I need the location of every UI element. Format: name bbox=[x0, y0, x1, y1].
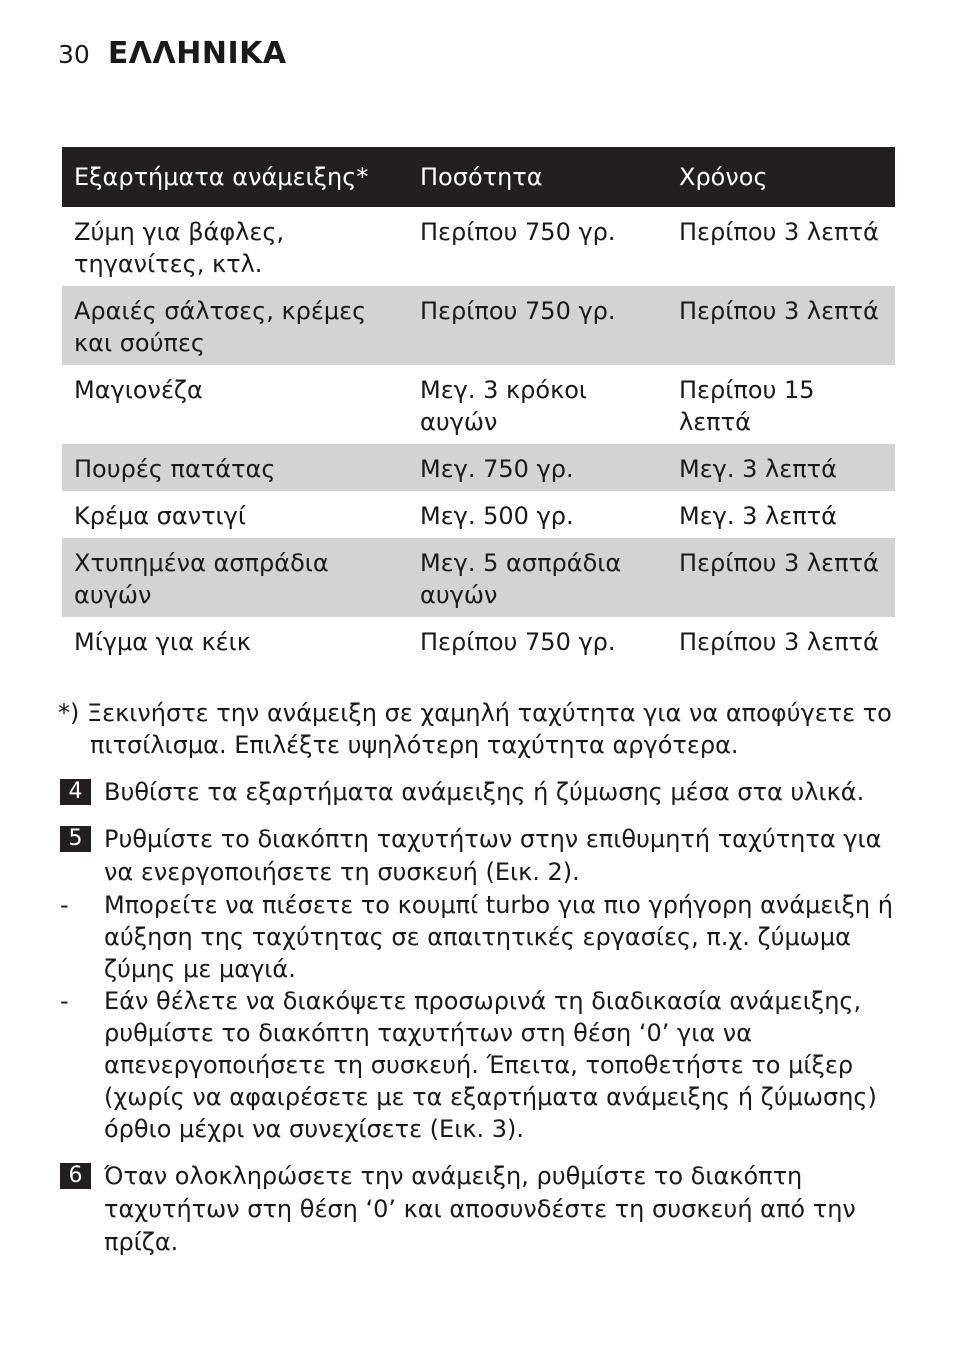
table-row bbox=[62, 617, 895, 664]
bullet-dash: - bbox=[60, 891, 69, 919]
table-cell: Αραιές σάλτσες, κρέμες και σούπες bbox=[62, 286, 408, 365]
table-cell: Κρέμα σαντιγί bbox=[74, 502, 246, 530]
step-4 bbox=[60, 776, 900, 809]
bullet-text: Εάν θέλετε να διακόψετε προσωρινά τη διαδικασία ανάμειξης, ρυθμίστε το διακόπτη ταχυτήτων στη θέση ‘0’ για να απενεργοποιήσετε τη συσκευή. Έπειτα, τοποθετήστε το μίξερ (χωρίς να αφαιρέσετε με τα εξαρτήματα ανάμειξης ή ζύμωσης) όρθιο μέχρι να συνεχίσετε (Εικ. 3). bbox=[104, 987, 877, 1143]
table-cell: Περίπου 3 λεπτά bbox=[679, 218, 879, 246]
step-5 bbox=[60, 823, 900, 1145]
table-cell: Χτυπημένα ασπράδια αυγών bbox=[62, 538, 408, 617]
mixing-table bbox=[62, 147, 895, 664]
table-cell: Μεγ. 3 λεπτά bbox=[679, 502, 837, 530]
step-text: Ρυθμίστε το διακόπτη ταχυτήτων στην επιθυμητή ταχύτητα για να ενεργοποιήσετε τη συσκευή (Εικ. 2). bbox=[104, 825, 882, 886]
step-number-badge: 6 bbox=[60, 1163, 91, 1189]
table-cell: Περίπου 3 λεπτά bbox=[667, 538, 895, 617]
section-title: ΕΛΛΗΝΙΚΑ bbox=[107, 36, 287, 71]
table-row bbox=[62, 444, 895, 491]
step-text: Βυθίστε τα εξαρτήματα ανάμειξης ή ζύμωσης μέσα στα υλικά. bbox=[104, 778, 865, 806]
table-row bbox=[62, 207, 895, 286]
page-header bbox=[58, 36, 287, 71]
footnote bbox=[58, 697, 898, 761]
column-header: Εξαρτήματα ανάμειξης* bbox=[62, 147, 408, 207]
step-number-badge: 4 bbox=[60, 779, 91, 805]
table-cell: Ζύμη για βάφλες, τηγανίτες, κτλ. bbox=[74, 218, 285, 278]
table-row bbox=[62, 365, 895, 444]
table-cell: Πουρές πατάτας bbox=[62, 444, 408, 491]
footnote-line: *) Ξεκινήστε την ανάμειξη σε χαμηλή ταχύτητα για να αποφύγετε το bbox=[58, 699, 892, 727]
bullet-text: Μπορείτε να πιέσετε το κουμπί turbo για πιο γρήγορη ανάμειξη ή αύξηση της ταχύτητας σε απαιτητικές εργασίες, π.χ. ζύμωμα ζύμης με μαγιά. bbox=[104, 891, 893, 983]
table-cell: Περίπου 750 γρ. bbox=[408, 286, 667, 365]
table-cell: Μαγιονέζα bbox=[74, 376, 203, 404]
table-cell: Μεγ. 750 γρ. bbox=[408, 444, 667, 491]
footnote-line: πιτσίλισμα. Επιλέξτε υψηλότερη ταχύτητα αργότερα. bbox=[90, 731, 739, 759]
step-text: Όταν ολοκληρώσετε την ανάμειξη, ρυθμίστε το διακόπτη ταχυτήτων στη θέση ‘0’ και αποσυνδέστε τη συσκευή από την πρίζα. bbox=[104, 1162, 856, 1256]
table-row bbox=[62, 491, 895, 538]
step-6 bbox=[60, 1160, 900, 1259]
page-number: 30 bbox=[58, 40, 90, 69]
table-cell: Περίπου 750 γρ. bbox=[420, 628, 616, 656]
table-cell: Περίπου 15 λεπτά bbox=[679, 376, 815, 436]
bullet-item bbox=[60, 889, 900, 985]
column-header: Ποσότητα bbox=[408, 147, 667, 207]
column-header: Χρόνος bbox=[667, 147, 895, 207]
table-cell: Περίπου 3 λεπτά bbox=[667, 286, 895, 365]
table-row bbox=[62, 538, 895, 617]
table-cell: Μεγ. 500 γρ. bbox=[420, 502, 574, 530]
table-row bbox=[62, 286, 895, 365]
table-cell: Μεγ. 3 λεπτά bbox=[667, 444, 895, 491]
table-header-row bbox=[62, 147, 895, 207]
table-cell: Μεγ. 5 ασπράδια αυγών bbox=[408, 538, 667, 617]
step-number-badge: 5 bbox=[60, 826, 91, 852]
table-cell: Περίπου 3 λεπτά bbox=[679, 628, 879, 656]
table-cell: Μίγμα για κέικ bbox=[74, 628, 251, 656]
bullet-dash: - bbox=[60, 987, 69, 1015]
bullet-item bbox=[60, 985, 900, 1145]
table-cell: Μεγ. 3 κρόκοι αυγών bbox=[420, 376, 588, 436]
table-cell: Περίπου 750 γρ. bbox=[420, 218, 616, 246]
